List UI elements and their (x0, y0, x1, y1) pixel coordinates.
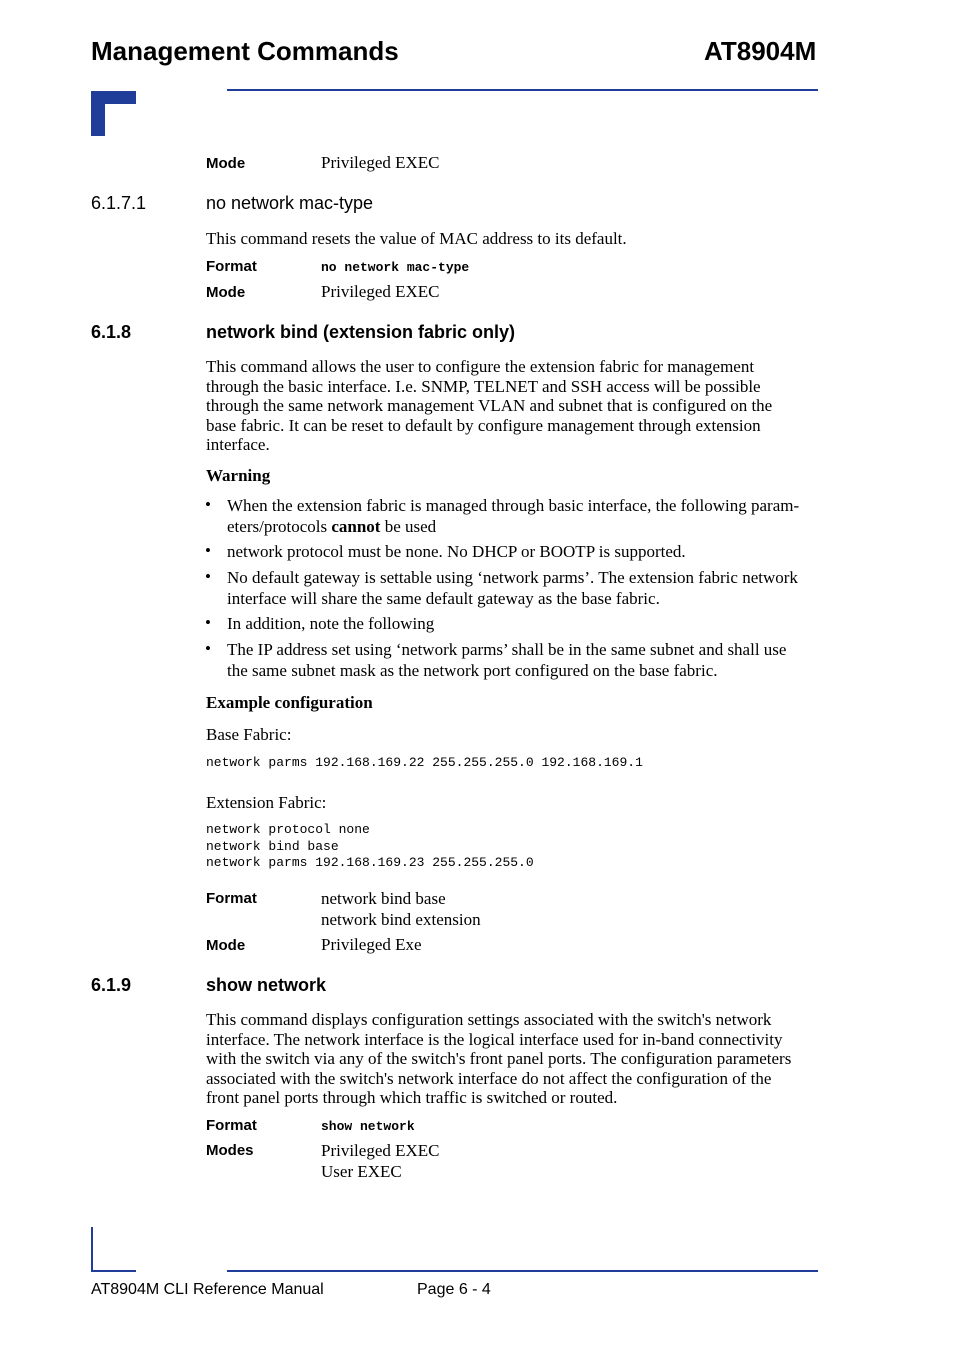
header-title: Management Commands (91, 36, 399, 66)
description-line: through the basic interface. I.e. SNMP, TELNET and SSH access will be possible (206, 376, 761, 396)
code-block-base: network parms 192.168.169.22 255.255.255.0 192.168.169.1 (206, 755, 643, 770)
mode-value: Privileged Exe (321, 935, 422, 954)
format-label: Format (206, 1117, 257, 1134)
format-command: no network mac-type (321, 260, 470, 275)
description-line: through the same network management VLAN and subnet that is configured on the (206, 396, 773, 415)
bullet-line: the same subnet mask as the network port configured on the base fabric. (227, 661, 718, 680)
mode-label: Mode (206, 155, 246, 172)
bullet-marker: • (205, 495, 211, 514)
bullet-line: network protocol must be none. No DHCP or BOOTP is supported. (227, 542, 686, 561)
header-product: AT8904M (704, 36, 817, 66)
section-description (206, 1010, 821, 1108)
bullet-item (227, 567, 822, 609)
bullet-item (227, 613, 822, 634)
corner-mark-bottom-stem (91, 1227, 93, 1272)
section-title: show network (206, 975, 327, 995)
extension-fabric-label: Extension Fabric: (206, 793, 327, 812)
description-line: with the switch via any of the switch's front panel ports. The configuration parameters (206, 1049, 792, 1068)
footer-rule (227, 1270, 818, 1272)
mode-value: Privileged EXEC (321, 153, 440, 172)
modes-line: Privileged EXEC (321, 1141, 440, 1160)
corner-mark-bottom-bar (91, 1270, 136, 1272)
bullet-line: In addition, note the following (227, 614, 435, 633)
warning-heading: Warning (206, 466, 271, 485)
description-line: interface. (206, 435, 270, 454)
description-line: base fabric. It can be reset to default by configure management through extension (206, 415, 761, 435)
bullet-line (227, 516, 822, 537)
description-line: associated with the switch's network interface do not affect the configuration of the (206, 1068, 772, 1088)
footer-manual-title: AT8904M CLI Reference Manual (91, 1281, 324, 1298)
section-description (206, 357, 821, 455)
section-number: 6.1.9 (91, 975, 132, 995)
base-fabric-label: Base Fabric: (206, 725, 292, 744)
section-number: 6.1.7.1 (91, 193, 147, 213)
format-label: Format (206, 258, 257, 275)
bullet-marker: • (205, 639, 211, 658)
example-heading: Example configuration (206, 693, 373, 712)
footer-page-number: Page 6 - 4 (417, 1281, 491, 1298)
bullet-item (227, 639, 822, 681)
section-number: 6.1.8 (91, 322, 132, 342)
modes-value (321, 1140, 440, 1182)
description-line: This command allows the user to configure the extension fabric for management (206, 357, 755, 376)
format-value (321, 888, 481, 930)
section-title: network bind (extension fabric only) (206, 322, 516, 342)
format-line: network bind base (321, 889, 446, 908)
description-line: This command displays configuration settings associated with the switch's network (206, 1010, 772, 1029)
bullet-marker: • (205, 613, 211, 632)
bullet-line: When the extension fabric is managed through basic interface, the following param- (227, 496, 800, 515)
bullet-text: be used (380, 517, 437, 536)
bullet-item (227, 541, 822, 562)
bullet-item (227, 495, 822, 537)
bullet-emphasis: cannot (331, 517, 381, 536)
mode-label: Mode (206, 937, 246, 954)
format-label: Format (206, 890, 257, 907)
description-line: interface. The network interface is the logical interface used for in-band connectivity (206, 1029, 783, 1049)
bullet-line: No default gateway is settable using ‘network parms’. The extension fabric network (227, 568, 798, 587)
modes-line: User EXEC (321, 1162, 402, 1181)
format-command: show network (321, 1119, 415, 1134)
bullet-marker: • (205, 541, 211, 560)
mode-value: Privileged EXEC (321, 282, 440, 301)
code-block-extension: network protocol none network bind base network parms 192.168.169.23 255.255.255.0 (206, 822, 534, 870)
section-title: no network mac-type (206, 193, 374, 213)
modes-label: Modes (206, 1142, 254, 1159)
section-description: This command resets the value of MAC address to its default. (206, 229, 627, 248)
bullet-line: The IP address set using ‘network parms’ shall be in the same subnet and shall use (227, 640, 787, 659)
header-rule (227, 89, 818, 91)
bullet-line: interface will share the same default gateway as the base fabric. (227, 589, 660, 608)
bullet-marker: • (205, 567, 211, 586)
format-line: network bind extension (321, 910, 481, 929)
mode-label: Mode (206, 284, 246, 301)
corner-mark-top-stem (91, 91, 105, 136)
description-line: front panel ports through which traffic is switched or routed. (206, 1088, 618, 1107)
bullet-text: eters/protocols (227, 517, 332, 536)
